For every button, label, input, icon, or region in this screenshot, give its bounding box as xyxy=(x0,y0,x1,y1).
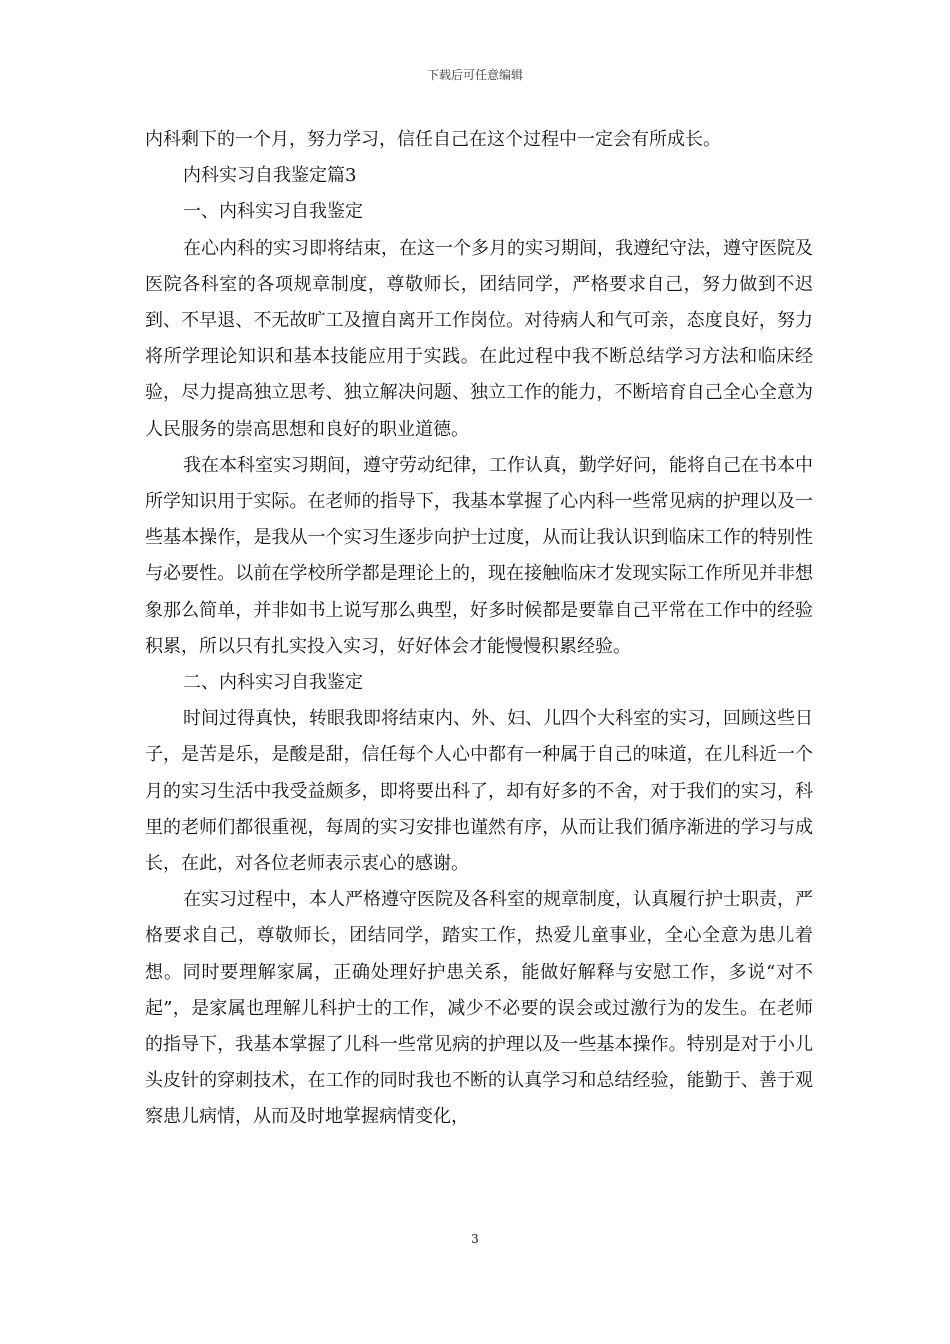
subsection-heading-2: 二、内科实习自我鉴定 xyxy=(183,672,363,694)
paragraph-body: 在心内科的实习即将结束，在这一个多月的实习期间，我遵纪守法，遵守医院及医院各科室的各项规章制度，尊敬师长，团结同学，严格要求自己，努力做到不迟到、不早退、不无故旷工及擅自离开工作岗位。对待病人和气可亲，态度良好，努力将所学理论知识和基本技能应用于实践。在此过程中我不断总结学习方法和临床经验，尽力提高独立思考、独立解决问题、独立工作的能力，不断培育自己全心全意为人民服务的崇高思想和良好的职业道德。 xyxy=(145,237,813,440)
paragraph-continuation: 内科剩下的一个月，努力学习，信任自己在这个过程中一定会有所成长。 xyxy=(145,129,721,150)
paragraph-body: 我在本科室实习期间，遵守劳动纪律，工作认真，勤学好问，能将自己在书本中所学知识用于实际。在老师的指导下，我基本掌握了心内科一些常见病的护理以及一些基本操作，是我从一个实习生逐步向护士过度，从而让我认识到临床工作的特别性与必要性。以前在学校所学都是理论上的，现在接触临床才发现实际工作所见并非想象那么简单，并非如书上说写那么典型，好多时候都是要靠自己平常在工作中的经验积累，所以只有扎实投入实习，好好体会才能慢慢积累经验。 xyxy=(145,454,813,657)
paragraph-body: 在实习过程中，本人严格遵守医院及各科室的规章制度，认真履行护士职责，严格要求自己，尊敬师长，团结同学，踏实工作，热爱儿童事业，全心全意为患儿着想。同时要理解家属，正确处理好护患关系，能做好解释与安慰工作，多说“对不起”，是家属也理解儿科护士的工作，减少不必要的误会或过激行为的发生。在老师的指导下，我基本掌握了儿科一些常见病的护理以及一些基本操作。特别是对于小儿头皮针的穿刺技术，在工作的同时我也不断的认真学习和总结经验，能勤于、善于观察患儿病情，从而及时地掌握病情变化， xyxy=(145,889,813,1128)
page-number: 3 xyxy=(471,1232,479,1246)
page-header-note: 下载后可任意编辑 xyxy=(426,68,523,82)
section-title: 内科实习自我鉴定篇3 xyxy=(183,165,357,187)
subsection-heading-1: 一、内科实习自我鉴定 xyxy=(183,201,363,223)
paragraph-body: 时间过得真快，转眼我即将结束内、外、妇、儿四个大科室的实习，回顾这些日子，是苦是乐，是酸是甜，信任每个人心中都有一种属于自己的味道，在儿科近一个月的实习生活中我受益颇多，即将要出科了，却有好多的不舍，对于我们的实习，科里的老师们都很重视，每周的实习安排也谨然有序，从而让我们循序渐进的学习与成长，在此，对各位老师表示衷心的感谢。 xyxy=(145,708,813,875)
document-body xyxy=(145,122,813,1136)
